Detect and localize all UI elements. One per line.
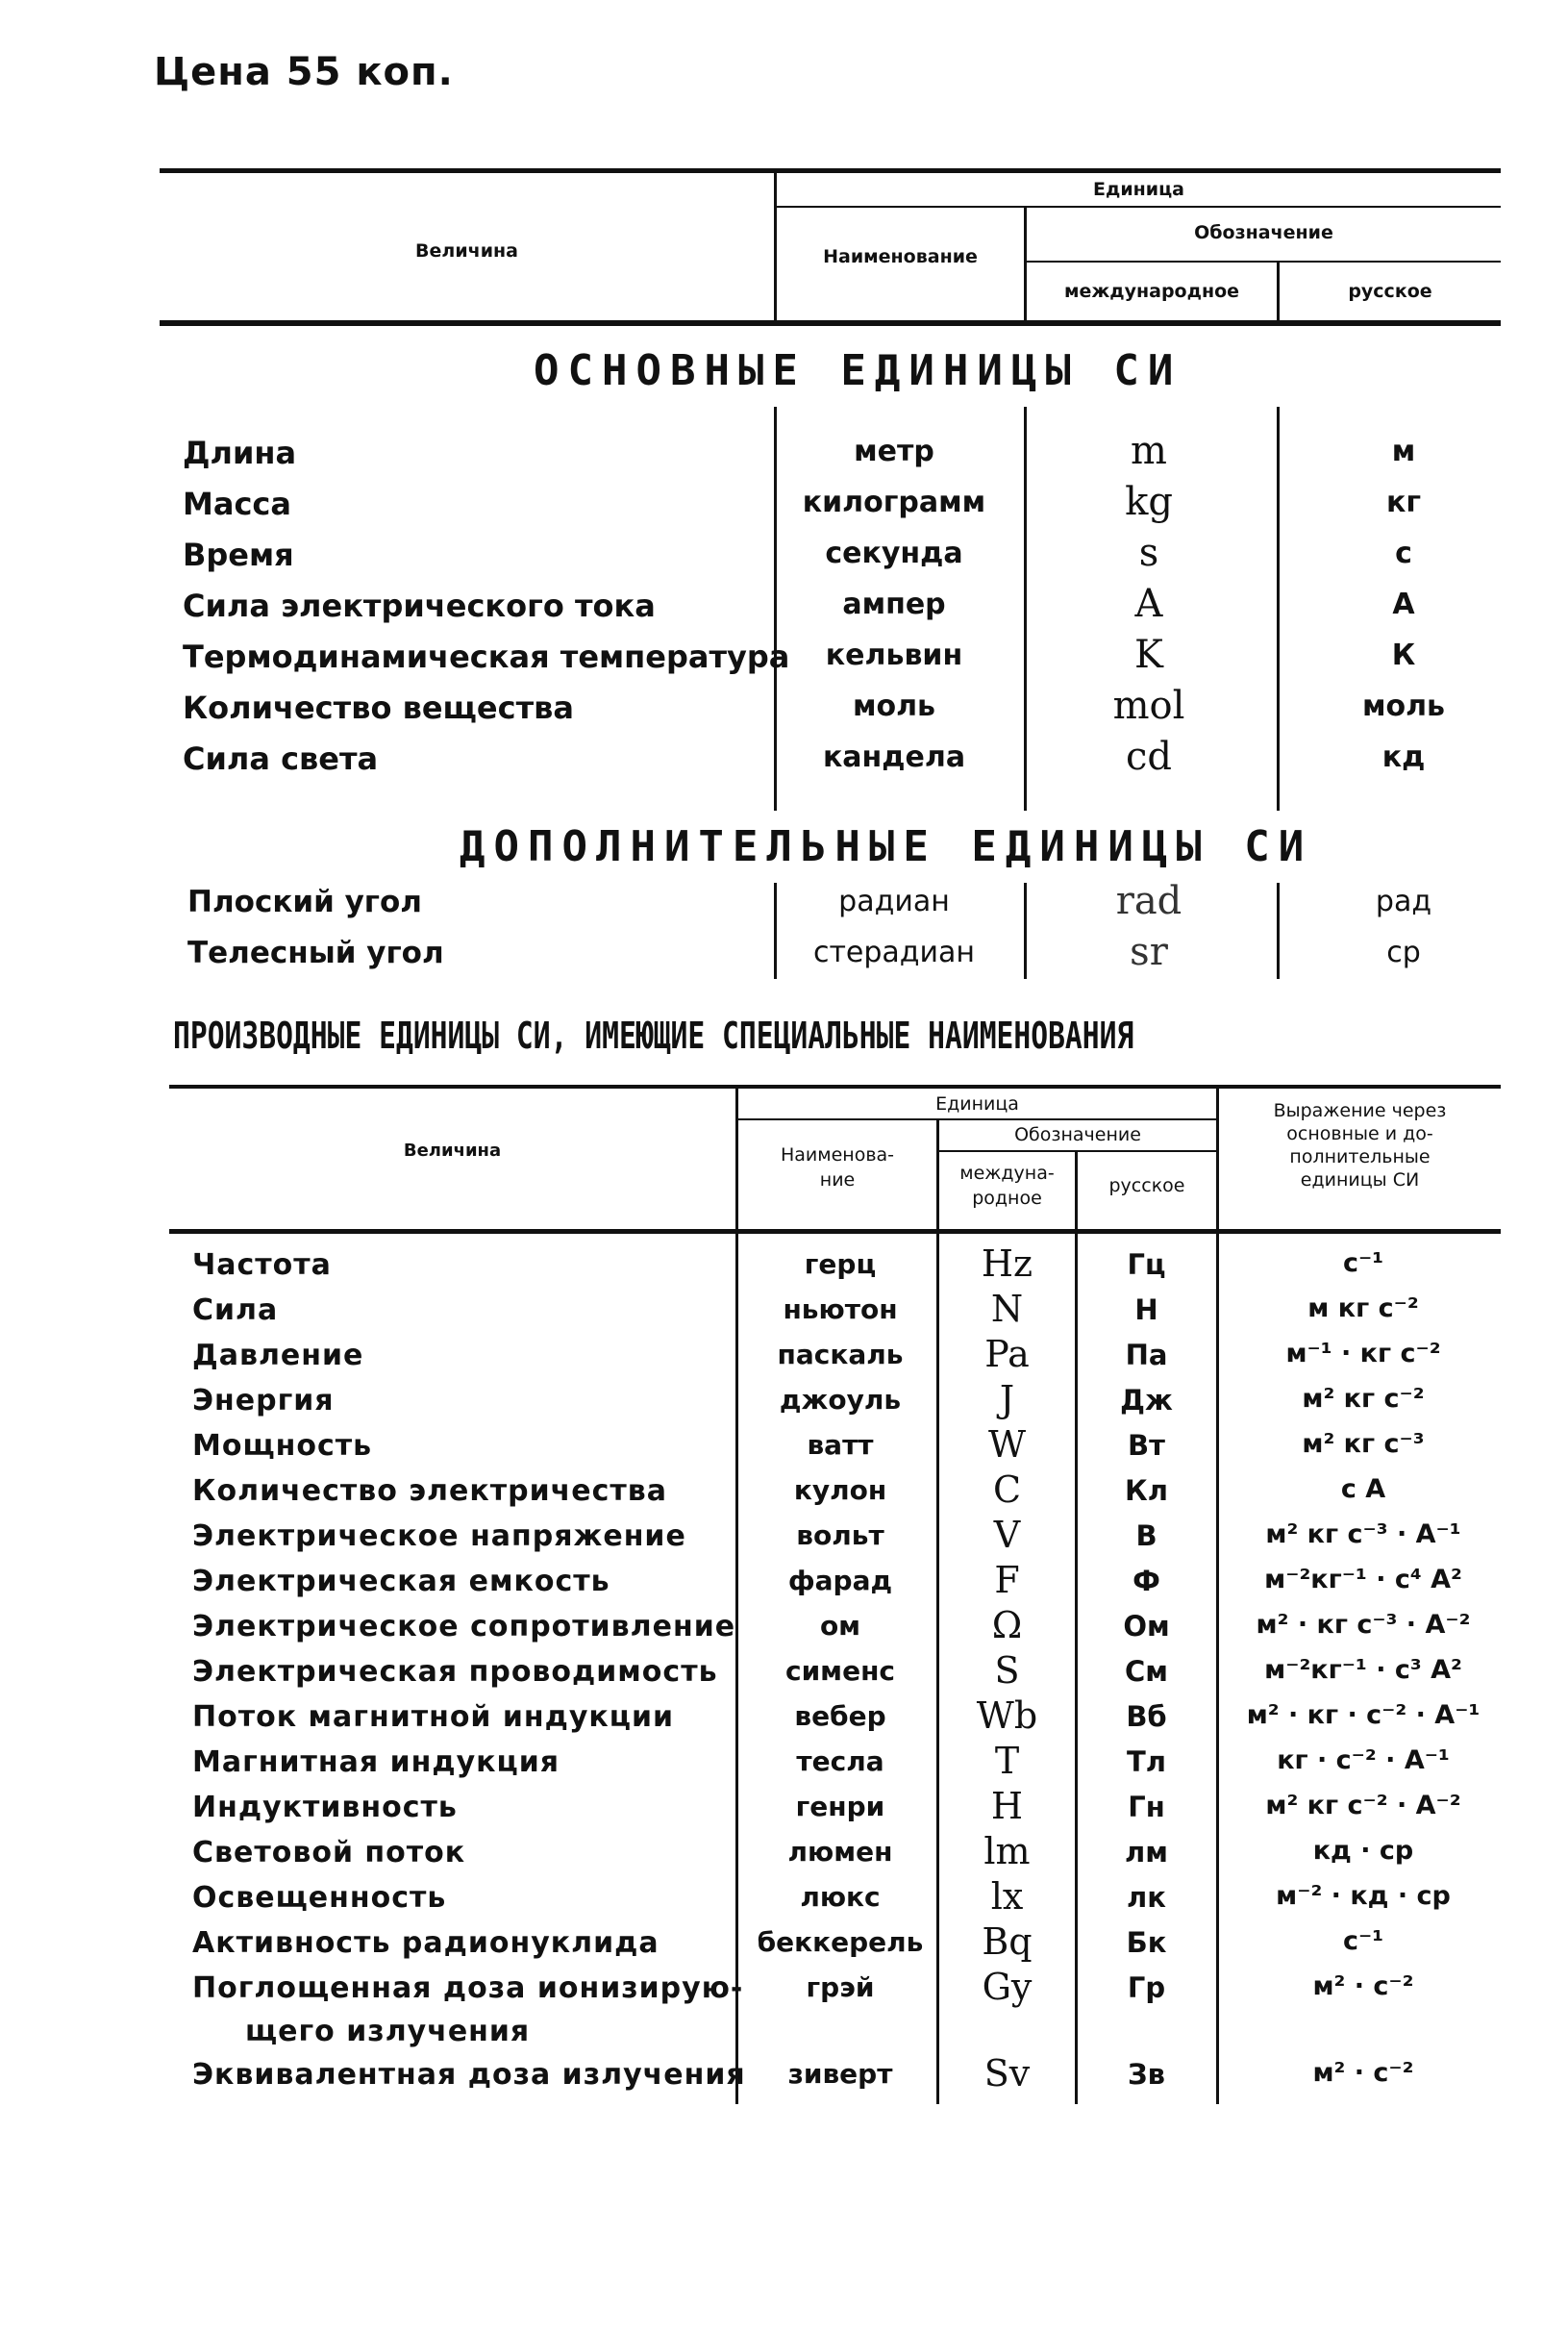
table-row	[0, 879, 1568, 935]
unit-name: кельвин	[825, 639, 963, 672]
rus-symbol: лм	[1125, 1836, 1168, 1869]
quantity: Количество электричества	[192, 1474, 667, 1508]
si-expression: м⁻² · кд · ср	[1276, 1881, 1451, 1911]
table-row	[0, 480, 1568, 536]
rus-symbol: Па	[1125, 1339, 1168, 1371]
table-row	[0, 1514, 1568, 1565]
unit-name: стерадиан	[812, 936, 976, 969]
table-row	[0, 1740, 1568, 1791]
rule	[169, 1085, 1501, 1089]
intl-symbol: s	[1138, 531, 1159, 575]
rule	[774, 206, 1501, 208]
header-intl-line: междуна-	[959, 1163, 1055, 1184]
rus-symbol: А	[1392, 588, 1415, 621]
quantity: Магнитная индукция	[192, 1745, 560, 1779]
rus-symbol: кг	[1385, 486, 1422, 519]
table-row	[0, 1468, 1568, 1519]
base-units-title: ОСНОВНЫЕ ЕДИНИЦЫ СИ	[534, 346, 1182, 395]
header-unit: Единица	[935, 1093, 1019, 1115]
header-name-line: ние	[819, 1169, 856, 1191]
rus-symbol: лк	[1127, 1881, 1166, 1914]
intl-symbol: rad	[1115, 879, 1182, 923]
table-row	[0, 1966, 1568, 2058]
rus-symbol: кд	[1381, 740, 1426, 774]
unit-name: моль	[852, 690, 936, 723]
intl-symbol: A	[1134, 582, 1163, 626]
quantity: Активность радионуклида	[192, 1926, 660, 1960]
header-expr-line: единицы СИ	[1300, 1169, 1420, 1191]
quantity: Сила света	[183, 740, 379, 777]
quantity: Сила электрического тока	[183, 588, 656, 624]
unit-name: фарад	[787, 1565, 893, 1596]
unit-name: тесла	[796, 1745, 884, 1777]
header-quantity: Величина	[415, 240, 518, 262]
rule	[735, 1118, 1216, 1120]
quantity: Сила	[192, 1293, 279, 1327]
header-expr-line: Выражение через	[1273, 1100, 1447, 1121]
header-name: Наименование	[823, 246, 978, 267]
rus-symbol: ср	[1386, 936, 1421, 969]
unit-name: метр	[854, 435, 934, 468]
intl-symbol: Wb	[976, 1694, 1038, 1737]
table-row	[0, 531, 1568, 587]
header-unit: Единица	[1093, 179, 1184, 200]
table-row	[0, 1875, 1568, 1926]
unit-name: беккерель	[757, 1926, 924, 1958]
quantity: Масса	[183, 486, 291, 522]
intl-symbol: cd	[1125, 735, 1172, 779]
table-row	[0, 684, 1568, 740]
quantity: Давление	[192, 1339, 364, 1372]
intl-symbol: V	[993, 1514, 1021, 1556]
table-row	[0, 633, 1568, 689]
rus-symbol: рад	[1375, 885, 1432, 918]
header-intl-line: родное	[972, 1188, 1042, 1209]
si-expression: м² · с⁻²	[1312, 2058, 1414, 2088]
table-row	[0, 1649, 1568, 1700]
intl-symbol: sr	[1130, 930, 1168, 974]
header-quantity: Величина	[403, 1141, 502, 1161]
quantity: Плоский угол	[187, 885, 423, 919]
intl-symbol: lx	[990, 1875, 1024, 1918]
rus-symbol: Ф	[1132, 1565, 1160, 1597]
si-expression: с⁻¹	[1342, 1248, 1384, 1278]
quantity: Время	[183, 537, 294, 573]
supplementary-units-title: ДОПОЛНИТЕЛЬНЫЕ ЕДИНИЦЫ СИ	[460, 822, 1313, 871]
intl-symbol: W	[987, 1423, 1027, 1466]
header-name	[738, 1142, 936, 1192]
rule	[1024, 261, 1501, 263]
table-row	[0, 2052, 1568, 2103]
header-expression	[1219, 1099, 1501, 1192]
quantity: Освещенность	[192, 1881, 447, 1915]
unit-name: люмен	[787, 1836, 893, 1868]
header-international: международное	[1063, 281, 1240, 302]
table-row	[0, 1242, 1568, 1293]
rus-symbol: Кл	[1125, 1474, 1168, 1507]
intl-symbol: K	[1134, 633, 1163, 677]
intl-symbol: Pa	[984, 1333, 1030, 1375]
rus-symbol: моль	[1361, 690, 1446, 723]
rule	[160, 320, 1501, 326]
rus-symbol: В	[1135, 1519, 1157, 1552]
unit-name: герц	[804, 1248, 877, 1280]
unit-name: генри	[795, 1791, 885, 1822]
rus-symbol: Бк	[1126, 1926, 1167, 1959]
table-row	[0, 582, 1568, 638]
intl-symbol: kg	[1125, 480, 1173, 524]
rule	[169, 1229, 1501, 1234]
rus-symbol: с	[1395, 537, 1412, 570]
table-row	[0, 930, 1568, 986]
rus-symbol: Гн	[1128, 1791, 1165, 1823]
si-expression: м кг с⁻²	[1307, 1293, 1419, 1323]
table-row	[0, 1378, 1568, 1429]
unit-name: кандела	[822, 740, 966, 774]
intl-symbol: S	[994, 1649, 1020, 1692]
header-international	[939, 1161, 1075, 1211]
rus-symbol: См	[1125, 1655, 1168, 1688]
quantity: Поглощенная доза ионизирую-	[192, 1971, 744, 2005]
rus-symbol: Зв	[1128, 2058, 1165, 2091]
quantity: Мощность	[192, 1429, 373, 1463]
unit-name: кулон	[793, 1474, 887, 1506]
intl-symbol: N	[990, 1288, 1024, 1330]
table-row	[0, 1333, 1568, 1384]
unit-name: джоуль	[779, 1384, 902, 1416]
rus-symbol: К	[1391, 639, 1416, 672]
quantity: Длина	[183, 435, 297, 471]
header-russian: русское	[1348, 281, 1432, 302]
rus-symbol: м	[1391, 435, 1416, 468]
rus-symbol: Н	[1134, 1293, 1158, 1326]
unit-name: ватт	[807, 1429, 874, 1461]
header-name-line: Наименова-	[780, 1144, 895, 1166]
si-expression: м² кг с⁻² · А⁻²	[1265, 1791, 1461, 1820]
unit-name: сименс	[784, 1655, 896, 1687]
si-expression: м² кг с⁻³ · А⁻¹	[1265, 1519, 1461, 1549]
unit-name: секунда	[825, 537, 963, 570]
table-row	[0, 429, 1568, 485]
unit-name: ньютон	[783, 1293, 898, 1325]
rus-symbol: Вб	[1126, 1700, 1167, 1733]
table-row	[0, 735, 1568, 790]
quantity: Электрическое напряжение	[192, 1519, 686, 1553]
table-row	[0, 1423, 1568, 1474]
quantity: Частота	[192, 1248, 332, 1282]
unit-name: вебер	[794, 1700, 886, 1732]
header-expr-line: основные и до-	[1286, 1123, 1433, 1144]
quantity: Термодинамическая температура	[183, 639, 790, 675]
quantity: Эквивалентная доза излучения	[192, 2058, 746, 2092]
quantity: Телесный угол	[187, 936, 444, 970]
unit-name: ом	[819, 1610, 861, 1642]
si-expression: м² кг с⁻³	[1302, 1429, 1425, 1459]
quantity: Энергия	[192, 1384, 335, 1417]
price-label: Цена 55 коп.	[154, 50, 454, 94]
unit-name: ампер	[842, 588, 946, 621]
table-row	[0, 1694, 1568, 1745]
si-expression: м² · кг · с⁻² · А⁻¹	[1246, 1700, 1481, 1730]
header-expr-line: полнительные	[1289, 1146, 1431, 1167]
si-expression: кд · ср	[1312, 1836, 1414, 1866]
intl-symbol: Ω	[991, 1604, 1023, 1646]
intl-symbol: J	[999, 1378, 1015, 1420]
quantity: Индуктивность	[192, 1791, 458, 1824]
intl-symbol: m	[1131, 429, 1167, 473]
si-expression: м⁻²кг⁻¹ · с⁴ А²	[1264, 1565, 1462, 1594]
quantity-continuation: щего излучения	[245, 2015, 531, 2048]
unit-name: вольт	[796, 1519, 884, 1551]
rus-symbol: Тл	[1126, 1745, 1167, 1778]
intl-symbol: Bq	[982, 1920, 1033, 1963]
unit-name: килограмм	[802, 486, 986, 519]
rus-symbol: Гр	[1127, 1971, 1166, 2004]
rus-symbol: Ом	[1123, 1610, 1170, 1643]
intl-symbol: F	[994, 1559, 1020, 1601]
si-expression: кг · с⁻² · А⁻¹	[1277, 1745, 1450, 1775]
intl-symbol: Sv	[983, 2052, 1031, 2095]
derived-units-title: ПРОИЗВОДНЫЕ ЕДИНИЦЫ СИ, ИМЕЮЩИЕ СПЕЦИАЛЬНЫЕ НАИМЕНОВАНИЯ	[173, 1015, 1134, 1057]
quantity: Электрическая емкость	[192, 1565, 610, 1598]
unit-name: люкс	[800, 1881, 881, 1913]
header-russian: русское	[1108, 1175, 1185, 1196]
table-row	[0, 1604, 1568, 1655]
unit-name: паскаль	[777, 1339, 904, 1370]
quantity: Световой поток	[192, 1836, 466, 1869]
intl-symbol: T	[994, 1740, 1020, 1782]
unit-name: зиверт	[787, 2058, 893, 2090]
table-row	[0, 1920, 1568, 1971]
rus-symbol: Дж	[1120, 1384, 1173, 1417]
si-expression: м² · кг с⁻³ · А⁻²	[1256, 1610, 1471, 1640]
si-expression: м⁻²кг⁻¹ · с³ А²	[1264, 1655, 1462, 1685]
si-expression: м² кг с⁻²	[1302, 1384, 1425, 1414]
si-expression: с⁻¹	[1342, 1926, 1384, 1956]
table-row	[0, 1785, 1568, 1836]
intl-symbol: lm	[983, 1830, 1031, 1872]
si-expression: с А	[1340, 1474, 1386, 1504]
rus-symbol: Вт	[1128, 1429, 1165, 1462]
header-symbol: Обозначение	[1194, 222, 1333, 243]
table-row	[0, 1288, 1568, 1339]
intl-symbol: C	[992, 1468, 1022, 1511]
table-row	[0, 1559, 1568, 1610]
rus-symbol: Гц	[1127, 1248, 1166, 1281]
rule	[160, 168, 1501, 173]
si-expression: м² · с⁻²	[1312, 1971, 1414, 2001]
unit-name: радиан	[838, 885, 950, 918]
quantity: Электрическая проводимость	[192, 1655, 718, 1689]
intl-symbol: Gy	[982, 1966, 1033, 2008]
quantity: Электрическое сопротивление	[192, 1610, 736, 1643]
quantity: Поток магнитной индукции	[192, 1700, 675, 1734]
quantity: Количество вещества	[183, 690, 574, 726]
intl-symbol: Hz	[981, 1242, 1033, 1285]
intl-symbol: H	[990, 1785, 1024, 1827]
intl-symbol: mol	[1112, 684, 1185, 728]
si-expression: м⁻¹ · кг с⁻²	[1285, 1339, 1441, 1368]
header-symbol: Обозначение	[1014, 1124, 1141, 1145]
unit-name: грэй	[806, 1971, 875, 2003]
table-row	[0, 1830, 1568, 1881]
